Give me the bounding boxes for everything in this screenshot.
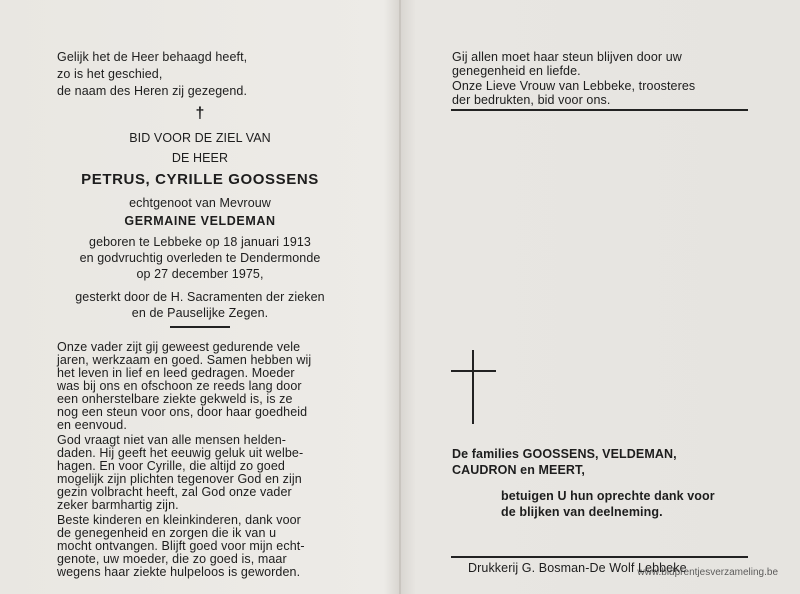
printer-imprint: Drukkerij G. Bosman-De Wolf Lebbeke <box>468 561 687 575</box>
body-line: Onze vader zijt gij geweest gedurende vele <box>57 340 301 354</box>
separator-rule <box>170 326 230 328</box>
top-rule <box>451 109 748 111</box>
prayer-line-2: der bedrukten, bid voor ons. <box>452 93 611 107</box>
deceased-name: PETRUS, CYRILLE GOOSSENS <box>81 171 319 188</box>
body-line: genote, uw moeder, die zo goed is, maar <box>57 552 287 566</box>
spouse-name: GERMAINE VELDEMAN <box>124 214 276 228</box>
sacraments-line-2: en de Pauselijke Zegen. <box>131 306 269 320</box>
life-line-2: en godvruchtig overleden te Dendermonde <box>79 251 321 265</box>
verse-line-3: de naam des Heren zij gezegend. <box>57 84 248 98</box>
verse-right-line-2: genegenheid en liefde. <box>452 64 581 78</box>
body-line: een onherstelbare ziekte gekweld is, is ze <box>57 392 293 406</box>
watermark: www.bidprentjesverzameling.be <box>637 567 778 578</box>
body-line: en eenvoud. <box>57 418 127 432</box>
spouse-intro: echtgenoot van Mevrouw <box>129 196 271 210</box>
body-line: jaren, werkzaam en goed. Samen hebben wij <box>57 353 312 367</box>
bottom-rule <box>451 556 748 558</box>
body-line: wegens haar ziekte hulpeloos is geworden. <box>57 565 301 579</box>
verse-line-1: Gelijk het de Heer behaagd heeft, <box>57 50 248 64</box>
body-line: gezin volbracht heeft, zal God onze vader <box>57 485 292 499</box>
families-line-2: CAUDRON en MEERT, <box>452 463 585 477</box>
body-line: de genegenheid en zorgen die ik van u <box>57 526 277 540</box>
body-line: mocht ontvangen. Blijft goed voor mijn echt- <box>57 539 305 553</box>
body-line: nog een steun voor ons, door haar goedheid <box>57 405 308 419</box>
thanks-line-1: betuigen U hun oprechte dank voor <box>501 489 715 503</box>
intro-line-2: DE HEER <box>171 151 229 165</box>
body-line: was bij ons en ofschoon ze reeds lang door <box>57 379 302 393</box>
body-line: mogelijk zijn plichten tegenover God en zijn <box>57 472 302 486</box>
cross-icon: † <box>195 105 205 122</box>
body-line: daden. Hij geeft het eeuwig geluk uit welbe- <box>57 446 304 460</box>
sacraments-line-1: gesterkt door de H. Sacramenten der zieken <box>75 290 325 304</box>
life-line-1: geboren te Lebbeke op 18 januari 1913 <box>89 235 311 249</box>
verse-right-line-1: Gij allen moet haar steun blijven door uw <box>452 50 682 64</box>
right-page <box>401 0 800 594</box>
body-line: hagen. En voor Cyrille, die altijd zo goed <box>57 459 285 473</box>
body-line: God vraagt niet van alle mensen helden- <box>57 433 287 447</box>
body-line: Beste kinderen en kleinkinderen, dank voor <box>57 513 301 527</box>
thanks-line-2: de blijken van deelneming. <box>501 505 663 519</box>
verse-line-2: zo is het geschied, <box>57 67 163 81</box>
life-line-3: op 27 december 1975, <box>136 267 264 281</box>
body-line: zeker barmhartig zijn. <box>57 498 179 512</box>
families-line-1: De families GOOSSENS, VELDEMAN, <box>452 447 677 461</box>
body-line: het leven in lief en leed gedragen. Moeder <box>57 366 295 380</box>
prayer-line-1: Onze Lieve Vrouw van Lebbeke, troosteres <box>452 79 696 93</box>
intro-line-1: BID VOOR DE ZIEL VAN <box>129 131 271 145</box>
